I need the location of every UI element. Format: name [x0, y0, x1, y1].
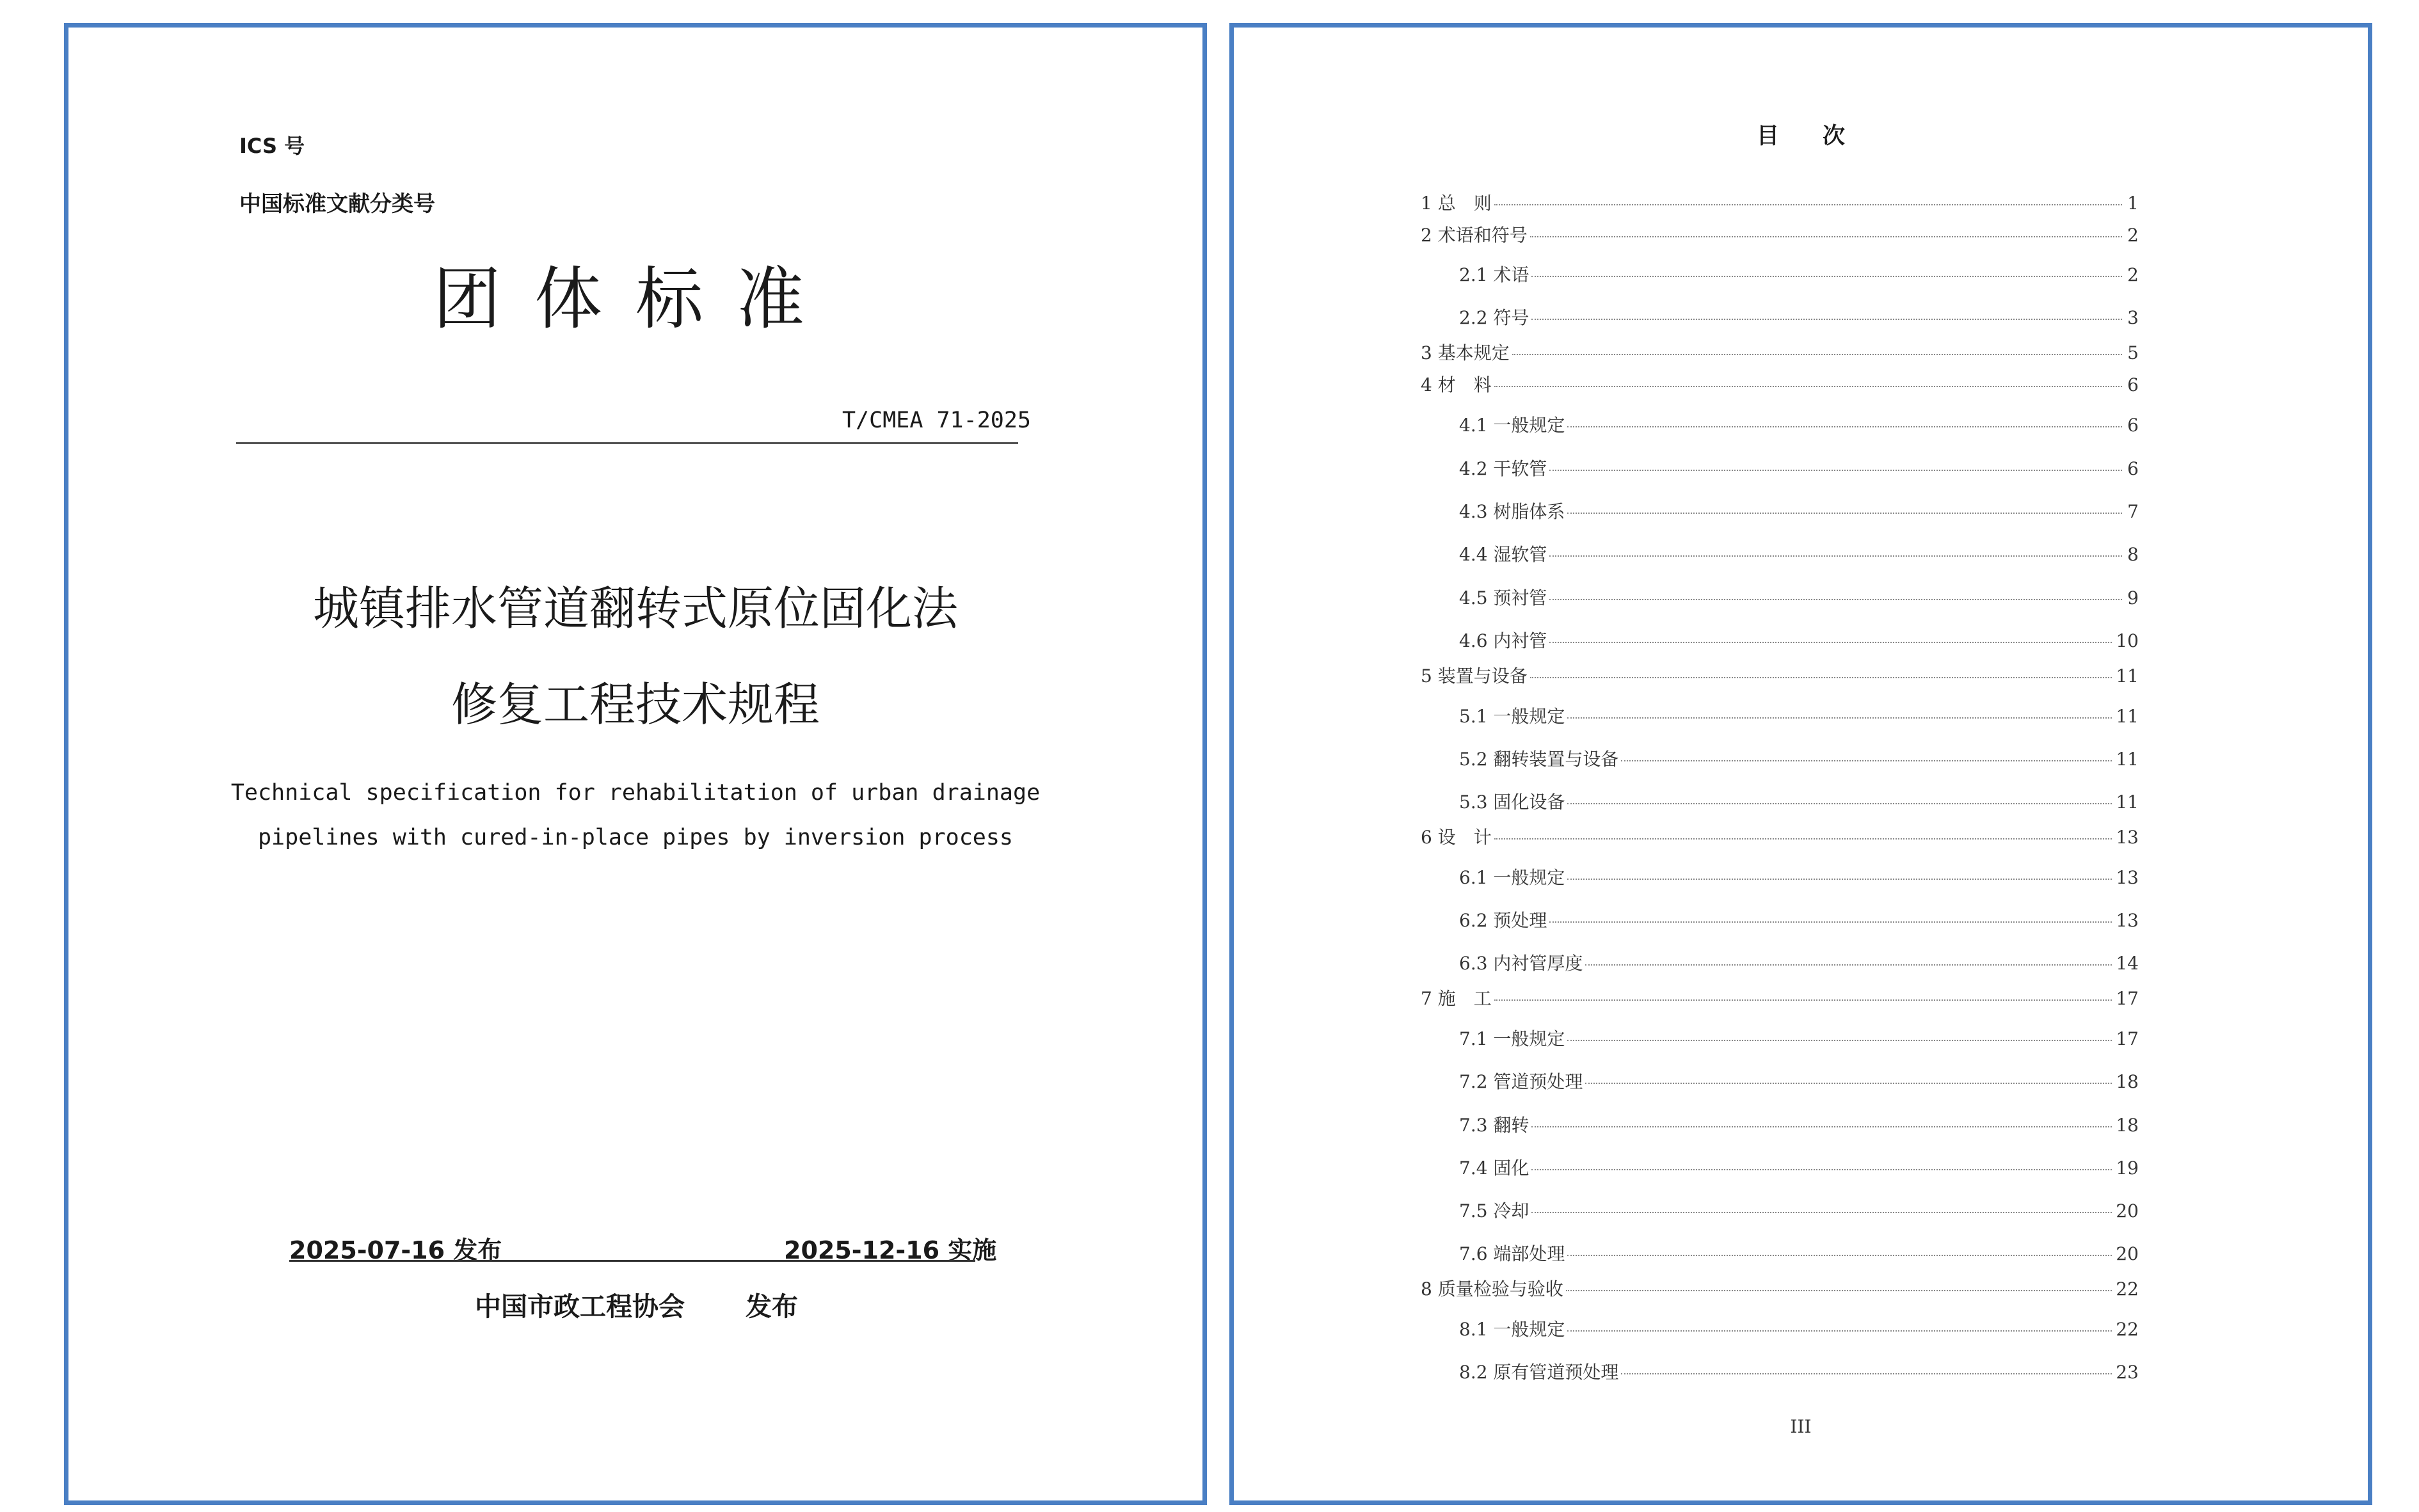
- standard-type-title: 团体标准: [433, 260, 838, 338]
- toc-leader-dots: [1567, 879, 2112, 880]
- toc-leader-dots: [1567, 1255, 2112, 1256]
- toc-entry[interactable]: [1459, 498, 2139, 523]
- toc-entry[interactable]: [1459, 627, 2139, 653]
- toc-entry[interactable]: [1421, 221, 2139, 247]
- toc-entry[interactable]: [1421, 985, 2139, 1010]
- toc-entry-label: 8.2 原有管道预处理: [1459, 1362, 1619, 1383]
- toc-entry-page: 1: [2127, 193, 2139, 214]
- toc-leader-dots: [1566, 1290, 2112, 1291]
- toc-entry-label: 5.2 翻转装置与设备: [1459, 749, 1619, 770]
- standard-code: T/CMEA 71-2025: [842, 408, 1031, 433]
- toc-entry-label: 3 基本规定: [1421, 342, 1510, 363]
- toc-entry[interactable]: [1421, 339, 2139, 365]
- toc-leader-dots: [1585, 1083, 2112, 1084]
- toc-entry-page: 13: [2116, 827, 2139, 848]
- toc-entry-page: 18: [2116, 1071, 2139, 1092]
- toc-entry-page: 11: [2116, 665, 2139, 687]
- toc-entry-label: 4.5 预衬管: [1459, 587, 1547, 609]
- toc-leader-dots: [1494, 838, 2112, 840]
- toc-entry-label: 6 设 计: [1421, 827, 1492, 848]
- issue-action: 发布: [746, 1291, 798, 1322]
- toc-entry-page: 11: [2116, 749, 2139, 770]
- toc-entry-label: 2.2 符号: [1459, 307, 1529, 328]
- toc-entry-page: 13: [2116, 910, 2139, 931]
- toc-entry[interactable]: [1459, 1197, 2139, 1223]
- classification-label: 中国标准文献分类号: [239, 191, 435, 217]
- toc-entry[interactable]: [1421, 189, 2139, 215]
- toc-entry-label: 4 材 料: [1421, 374, 1492, 395]
- toc-leader-dots: [1530, 236, 2122, 237]
- title-en-line2: pipelines with cured-in-place pipes by inversion process: [257, 825, 1014, 850]
- toc-entry-label: 4.4 湿软管: [1459, 544, 1547, 565]
- toc-leader-dots: [1531, 319, 2122, 320]
- toc-entry-label: 7.4 固化: [1459, 1158, 1529, 1179]
- toc-entry-label: 6.3 内衬管厚度: [1459, 953, 1583, 974]
- toc-entry[interactable]: [1459, 584, 2139, 610]
- toc-entry-page: 22: [2116, 1278, 2139, 1300]
- toc-entry[interactable]: [1459, 1240, 2139, 1266]
- toc-leader-dots: [1531, 1126, 2112, 1127]
- toc-entry[interactable]: [1459, 304, 2139, 330]
- toc-entry-page: 5: [2127, 342, 2139, 363]
- toc-entry-page: 22: [2116, 1319, 2139, 1340]
- toc-leader-dots: [1531, 276, 2122, 277]
- publish-date: 2025-07-16 发布: [289, 1236, 502, 1264]
- toc-entry-label: 7.1 一般规定: [1459, 1028, 1565, 1049]
- toc-entry-page: 6: [2127, 374, 2139, 395]
- toc-entry-page: 17: [2116, 988, 2139, 1009]
- toc-entry-label: 7.5 冷却: [1459, 1200, 1529, 1222]
- toc-entry[interactable]: [1459, 1316, 2139, 1341]
- cover-page: [64, 23, 1207, 1505]
- toc-entry[interactable]: [1459, 1111, 2139, 1137]
- issuer-name: 中国市政工程协会: [475, 1291, 685, 1322]
- toc-entry-label: 4.2 干软管: [1459, 458, 1547, 479]
- toc-entry-page: 8: [2127, 544, 2139, 565]
- toc-leader-dots: [1567, 1330, 2112, 1332]
- toc-entry-label: 7.3 翻转: [1459, 1115, 1529, 1136]
- top-divider: [236, 442, 1018, 444]
- toc-entry[interactable]: [1459, 1025, 2139, 1051]
- toc-entry-page: 14: [2116, 953, 2139, 974]
- toc-leader-dots: [1531, 1212, 2112, 1213]
- ics-label: ICS 号: [239, 134, 305, 158]
- toc-entry[interactable]: [1459, 1358, 2139, 1384]
- toc-entry-page: 6: [2127, 415, 2139, 436]
- toc-entry-label: 5.3 固化设备: [1459, 792, 1565, 813]
- toc-leader-dots: [1549, 555, 2122, 557]
- toc-entry[interactable]: [1459, 411, 2139, 437]
- toc-entry[interactable]: [1459, 864, 2139, 889]
- toc-heading-text: 目次: [1756, 123, 1888, 149]
- toc-entry-page: 23: [2116, 1362, 2139, 1383]
- toc-leader-dots: [1549, 642, 2112, 643]
- toc-entry[interactable]: [1421, 371, 2139, 397]
- toc-entry-page: 17: [2116, 1028, 2139, 1049]
- toc-entry[interactable]: [1459, 1068, 2139, 1094]
- toc-leader-dots: [1494, 999, 2112, 1001]
- toc-entry[interactable]: [1459, 950, 2139, 975]
- toc-entry-page: 9: [2127, 587, 2139, 609]
- toc-entry[interactable]: [1459, 907, 2139, 932]
- toc-entry-label: 8 质量检验与验收: [1421, 1278, 1563, 1300]
- toc-entry-label: 2.1 术语: [1459, 264, 1529, 285]
- toc-entry-page: 20: [2116, 1243, 2139, 1264]
- toc-leader-dots: [1567, 513, 2122, 514]
- toc-entry-label: 6.2 预处理: [1459, 910, 1547, 931]
- toc-entry-page: 6: [2127, 458, 2139, 479]
- toc-leader-dots: [1567, 717, 2112, 719]
- toc-leader-dots: [1494, 386, 2122, 387]
- toc-entry[interactable]: [1421, 1275, 2139, 1301]
- toc-entry-label: 4.6 内衬管: [1459, 630, 1547, 651]
- toc-entry-label: 7 施 工: [1421, 988, 1492, 1009]
- toc-entry-label: 6.1 一般规定: [1459, 867, 1565, 888]
- toc-leader-dots: [1494, 204, 2122, 205]
- toc-entry-label: 7.2 管道预处理: [1459, 1071, 1583, 1092]
- toc-entry-page: 11: [2116, 792, 2139, 813]
- toc-entry-page: 11: [2116, 706, 2139, 727]
- toc-entry[interactable]: [1459, 455, 2139, 481]
- toc-entry[interactable]: [1459, 1154, 2139, 1180]
- toc-entry-label: 8.1 一般规定: [1459, 1319, 1565, 1340]
- toc-page: [1229, 23, 2372, 1505]
- toc-leader-dots: [1621, 1373, 2112, 1374]
- toc-leader-dots: [1567, 803, 2112, 804]
- toc-entry[interactable]: [1421, 662, 2139, 688]
- toc-entry-page: 10: [2116, 630, 2139, 651]
- toc-entry[interactable]: [1421, 824, 2139, 849]
- implement-date: 2025-12-16 实施: [784, 1236, 997, 1264]
- toc-entry-label: 1 总 则: [1421, 193, 1492, 214]
- toc-entry-label: 5.1 一般规定: [1459, 706, 1565, 727]
- toc-leader-dots: [1512, 354, 2122, 355]
- toc-leader-dots: [1567, 1040, 2112, 1041]
- toc-leader-dots: [1585, 964, 2112, 966]
- toc-heading: [1234, 118, 2368, 150]
- toc-entry-page: 20: [2116, 1200, 2139, 1222]
- toc-entry-page: 2: [2127, 264, 2139, 285]
- page-number: III: [1790, 1416, 1812, 1437]
- toc-entry-page: 19: [2116, 1158, 2139, 1179]
- title-cn-line1: 城镇排水管道翻转式原位固化法: [312, 582, 958, 635]
- toc-entry-label: 7.6 端部处理: [1459, 1243, 1565, 1264]
- toc-leader-dots: [1530, 677, 2112, 678]
- toc-leader-dots: [1549, 599, 2122, 600]
- toc-entry[interactable]: [1459, 703, 2139, 728]
- date-divider: [289, 1260, 975, 1262]
- toc-leader-dots: [1567, 426, 2122, 427]
- toc-entry-page: 3: [2127, 307, 2139, 328]
- toc-entry[interactable]: [1459, 788, 2139, 814]
- toc-entry[interactable]: [1459, 261, 2139, 287]
- toc-entry[interactable]: [1459, 745, 2139, 771]
- toc-leader-dots: [1549, 921, 2112, 923]
- toc-entry-label: 5 装置与设备: [1421, 665, 1528, 687]
- toc-entry-page: 7: [2127, 501, 2139, 522]
- title-en-line1: Technical specification for rehabilitation of urban drainage: [230, 780, 1041, 806]
- toc-leader-dots: [1621, 760, 2112, 761]
- toc-entry-page: 18: [2116, 1115, 2139, 1136]
- toc-leader-dots: [1549, 470, 2122, 471]
- toc-entry-page: 2: [2127, 225, 2139, 246]
- toc-entry-label: 4.1 一般规定: [1459, 415, 1565, 436]
- toc-entry[interactable]: [1459, 541, 2139, 566]
- toc-leader-dots: [1531, 1169, 2112, 1170]
- title-cn-line2: 修复工程技术规程: [451, 678, 820, 731]
- toc-entry-label: 2 术语和符号: [1421, 225, 1528, 246]
- toc-entry-page: 13: [2116, 867, 2139, 888]
- toc-entry-label: 4.3 树脂体系: [1459, 501, 1565, 522]
